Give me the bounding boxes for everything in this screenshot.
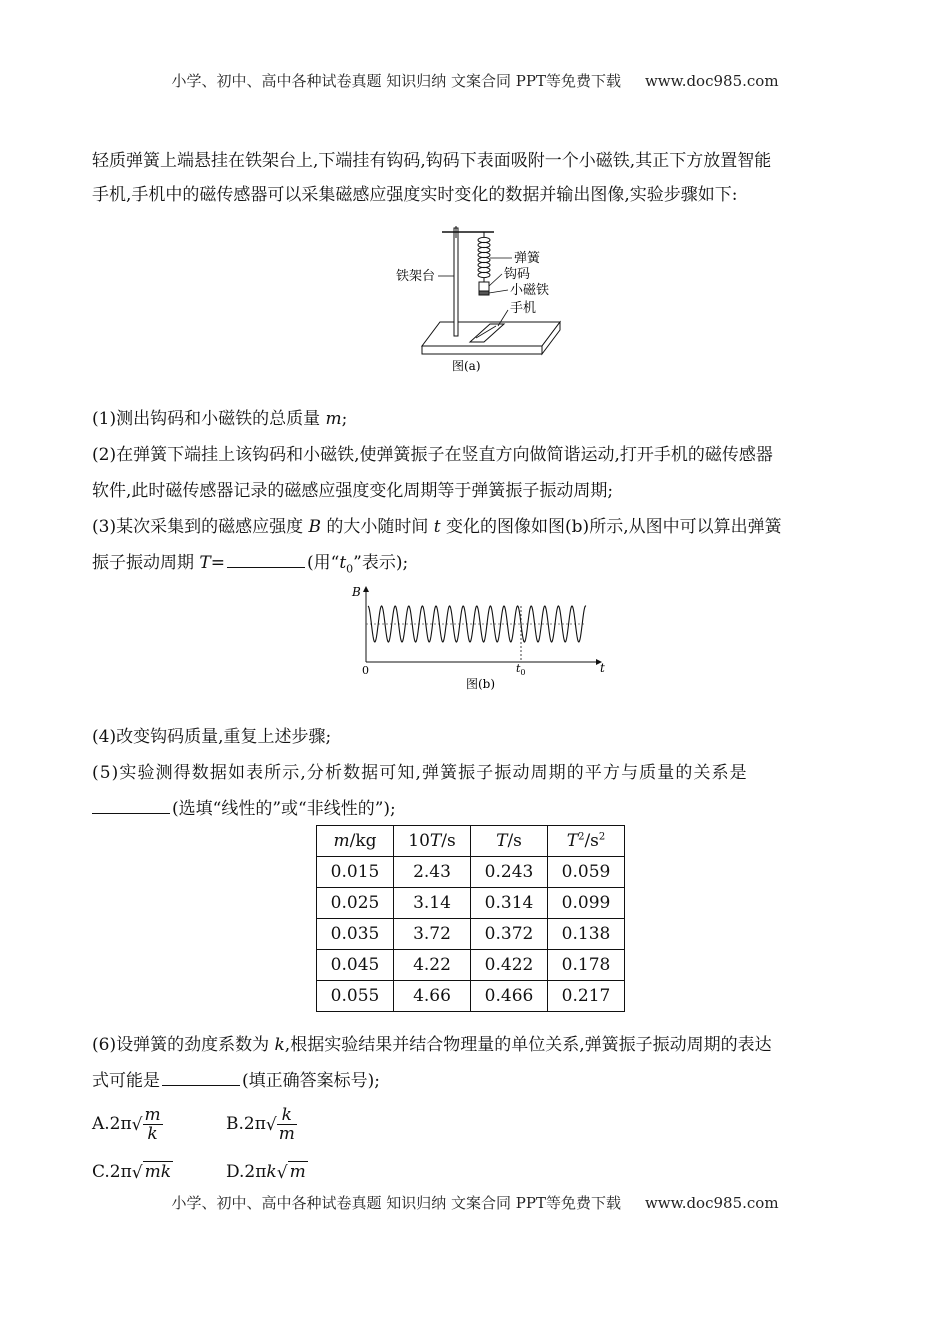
- data-table: [316, 825, 625, 1012]
- label-stand: 铁架台: [396, 269, 436, 284]
- table-row: 0.045 4.22 0.422 0.178: [317, 950, 625, 981]
- intro-line-2: 手机,手机中的磁传感器可以采集磁感应强度实时变化的数据并输出图像,实验步骤如下:: [92, 185, 738, 205]
- label-weight: 钩码: [504, 267, 531, 282]
- table-row: 0.025 3.14 0.314 0.099: [317, 888, 625, 919]
- footer-url[interactable]: www.doc985.com: [644, 1194, 779, 1212]
- answer-blank-5[interactable]: [92, 799, 170, 814]
- page-footer: [0, 1192, 950, 1213]
- figure-a-caption: 图(a): [452, 359, 481, 373]
- step-5-line-1: (5)实验测得数据如表所示,分析数据可知,弹簧振子振动周期的平方与质量的关系是: [92, 763, 748, 783]
- figure-b: [346, 584, 616, 692]
- option-c[interactable]: C.2π√ mk: [92, 1162, 172, 1183]
- label-phone: 手机: [510, 301, 537, 316]
- weight-block: [479, 282, 489, 291]
- step-2-line-1: (2)在弹簧下端挂上该钩码和小磁铁,使弹簧振子在竖直方向做简谐运动,打开手机的磁传感器: [92, 445, 773, 465]
- table-row: 0.055 4.66 0.466 0.217: [317, 981, 625, 1012]
- step-3-line-1: (3)某次采集到的磁感应强度 B 的大小随时间 t 变化的图像如图(b)所示,从图中可以算出弹簧: [92, 517, 782, 537]
- b-waveform: [368, 606, 586, 642]
- stand-base-front: [422, 346, 542, 354]
- t0-label: $t_0$: [516, 662, 526, 677]
- answer-blank-3[interactable]: [227, 553, 305, 568]
- answer-blank-6[interactable]: [162, 1071, 240, 1086]
- origin-label: 0: [362, 664, 369, 677]
- spring-coils: [478, 232, 490, 282]
- y-axis-label: B: [352, 585, 361, 599]
- stand-pole: [454, 228, 458, 336]
- option-b[interactable]: B.2π√ $\frac{k}{m}$: [226, 1105, 295, 1144]
- step-6-line-2: 式可能是 (填正确答案标号);: [92, 1071, 380, 1091]
- intro-line-1: 轻质弹簧上端悬挂在铁架台上,下端挂有钩码,钩码下表面吸附一个小磁铁,其正下方放置智能: [92, 151, 772, 171]
- col-header-10t: 10T/s: [394, 826, 471, 857]
- step-4: (4)改变钩码质量,重复上述步骤;: [92, 727, 332, 747]
- figure-a: [392, 218, 582, 376]
- page-header: [0, 70, 950, 91]
- step-2-line-2: 软件,此时磁传感器记录的磁感应强度变化周期等于弹簧振子振动周期;: [92, 481, 614, 501]
- step-6-line-1: (6)设弹簧的劲度系数为 k,根据实验结果并结合物理量的单位关系,弹簧振子振动周期的表达: [92, 1035, 772, 1055]
- header-url[interactable]: www.doc985.com: [644, 72, 779, 90]
- label-spring: 弹簧: [514, 251, 541, 266]
- step-1: (1)测出钩码和小磁铁的总质量 m;: [92, 409, 348, 429]
- col-header-m: m/kg: [317, 826, 394, 857]
- option-d[interactable]: D.2πk√ m: [226, 1162, 306, 1183]
- table-header-row: [317, 826, 625, 857]
- magnet-block: [479, 291, 489, 295]
- step-3-line-2: 振子振动周期 T= (用“$t_0$”表示);: [92, 553, 409, 576]
- table-row: 0.035 3.72 0.372 0.138: [317, 919, 625, 950]
- option-a[interactable]: A.2π√ $\frac{m}{k}$: [92, 1105, 161, 1144]
- col-header-t2: $T^2/s^2$: [548, 826, 625, 857]
- footer-text: 小学、初中、高中各种试卷真题 知识归纳 文案合同 PPT等免费下载: [171, 1194, 621, 1212]
- col-header-t: T/s: [471, 826, 548, 857]
- x-axis-label: t: [600, 661, 605, 675]
- label-magnet: 小磁铁: [510, 283, 550, 298]
- figure-b-caption: 图(b): [466, 677, 496, 691]
- table-row: 0.015 2.43 0.243 0.059: [317, 857, 625, 888]
- header-text: 小学、初中、高中各种试卷真题 知识归纳 文案合同 PPT等免费下载: [171, 72, 621, 90]
- step-5-line-2: (选填“线性的”或“非线性的”);: [92, 794, 396, 819]
